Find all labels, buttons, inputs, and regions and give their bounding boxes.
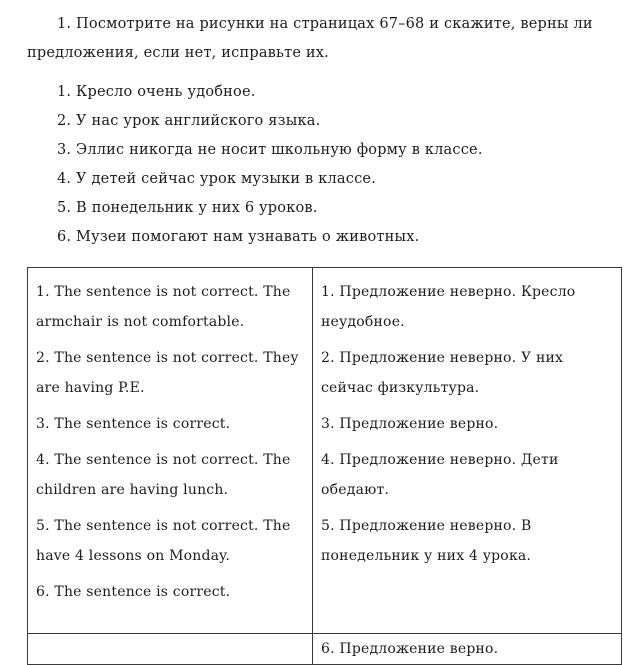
table-row	[28, 341, 621, 407]
answer-cell-en-5	[28, 509, 312, 575]
answer-cell-ru-4	[312, 443, 621, 509]
exercise-instruction: 1. Посмотрите на рисунки на страницах 67–68 и скажите, верны ли предложения, если нет, исправьте их.	[27, 16, 593, 61]
answer-text-en: 3. The sentence is correct.	[36, 416, 231, 432]
sentence-list	[57, 78, 622, 252]
answer-cell-ru-1	[312, 268, 621, 341]
answer-text-ru: 2. Предложение неверно. У них сейчас физкультура.	[321, 350, 564, 396]
answer-text-en: 4. The sentence is not correct. The children are having lunch.	[36, 452, 291, 498]
answer-text-en: 1. The sentence is not correct. The armchair is not comfortable.	[36, 284, 291, 330]
answer-cell-empty	[28, 634, 312, 664]
answer-text-ru: 6. Предложение верно.	[321, 641, 499, 657]
answer-text-ru: 5. Предложение неверно. В понедельник у них 4 урока.	[321, 518, 532, 564]
sentence-item-4: 4. У детей сейчас урок музыки в классе.	[57, 171, 376, 187]
table-row	[28, 443, 621, 509]
sentence-item-5: 5. В понедельник у них 6 уроков.	[57, 200, 318, 216]
sentence-item-6: 6. Музеи помогают нам узнавать о животных.	[57, 229, 420, 245]
answer-text-ru: 4. Предложение неверно. Дети обедают.	[321, 452, 559, 498]
answers-table	[27, 267, 622, 665]
answer-text-ru: 3. Предложение верно.	[321, 416, 499, 432]
table-row	[28, 509, 621, 575]
answer-cell-en-1	[28, 268, 312, 341]
answer-cell-ru-2	[312, 341, 621, 407]
answer-text-en: 6. The sentence is correct.	[36, 584, 231, 600]
answer-cell-en-3	[28, 407, 312, 443]
answer-text-en: 5. The sentence is not correct. The have 4 lessons on Monday.	[36, 518, 291, 564]
answer-text-ru: 1. Предложение неверно. Кресло неудобное.	[321, 284, 576, 330]
answer-text-en: 2. The sentence is not correct. They are having P.E.	[36, 350, 299, 396]
answer-cell-ru-6	[312, 634, 621, 664]
table-row	[28, 268, 621, 341]
answer-cell-en-4	[28, 443, 312, 509]
table-row	[28, 633, 621, 664]
sentence-item-3: 3. Эллис никогда не носит школьную форму в классе.	[57, 142, 483, 158]
table-row	[28, 575, 621, 633]
table-row	[28, 407, 621, 443]
answer-cell-ru-3	[312, 407, 621, 443]
sentence-item-2: 2. У нас урок английского языка.	[57, 113, 321, 129]
sentence-item-1: 1. Кресло очень удобное.	[57, 84, 256, 100]
answer-cell-en-2	[28, 341, 312, 407]
answer-cell-ru-6-spacer	[312, 575, 621, 633]
answer-cell-en-6	[28, 575, 312, 633]
answer-cell-ru-5	[312, 509, 621, 575]
